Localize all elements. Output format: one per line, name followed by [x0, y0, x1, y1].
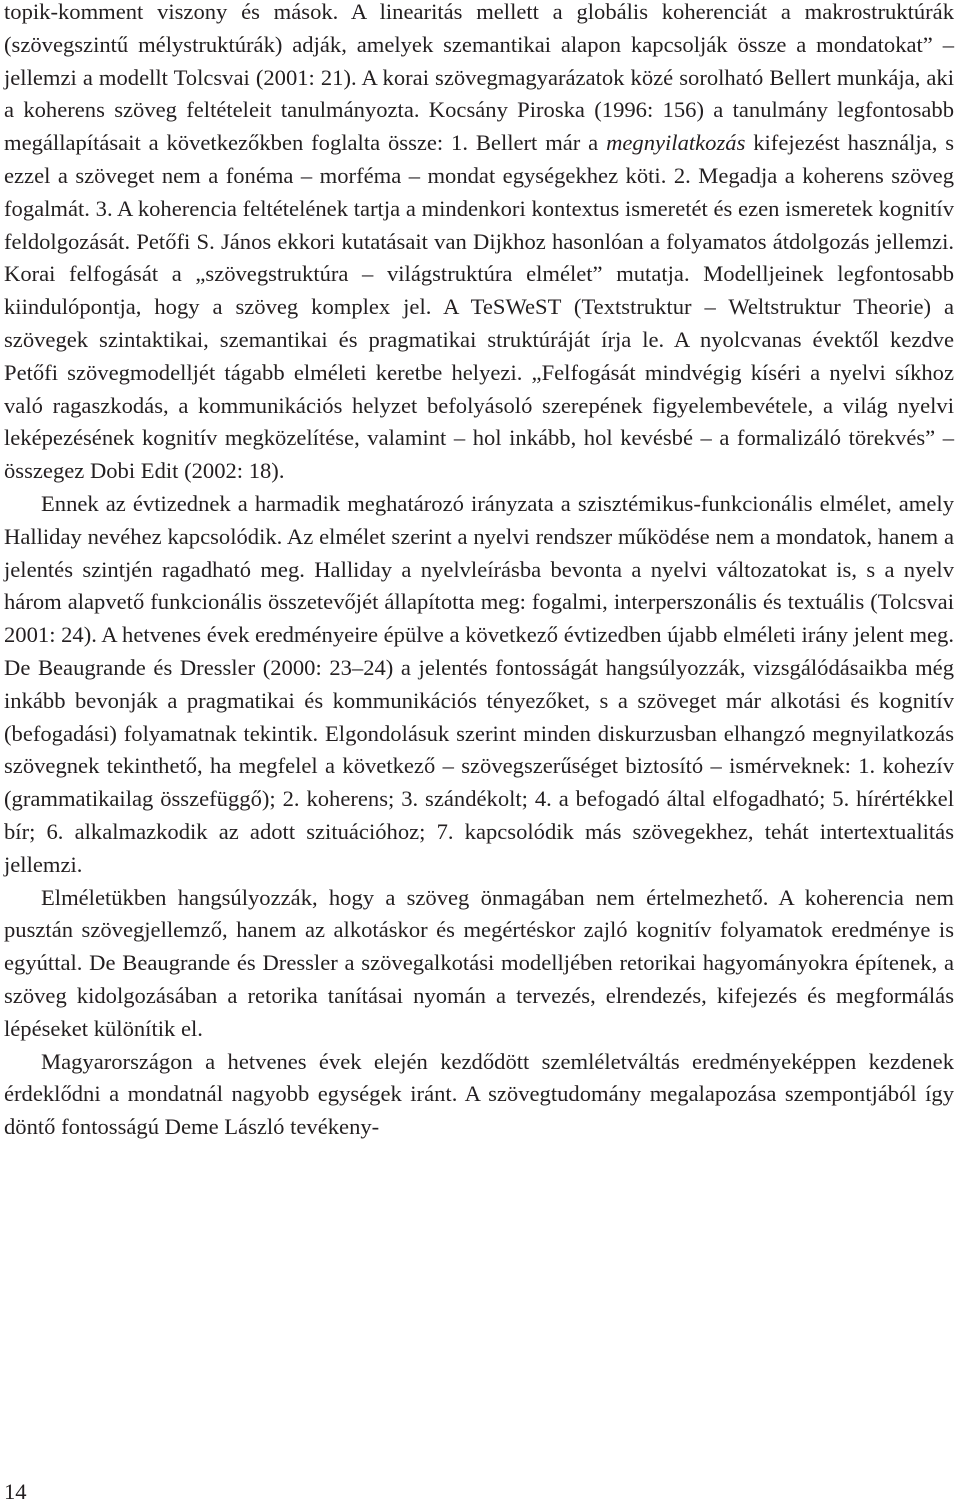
- paragraph: [4, 488, 954, 882]
- page-number: 14: [4, 1479, 27, 1504]
- italic-term: megnyilatkozás: [606, 130, 746, 156]
- text-run: Magyarországon a hetvenes évek elején kezdődött szemléletváltás eredményeképpen kezdenek érdeklődni a mondatnál nagyobb egységek iránt. A szövegtudomány megalapozása szempontjából így döntő fontosságú Deme László tevékeny-: [4, 1048, 954, 1140]
- body-text: [4, 0, 954, 1144]
- paragraph: [4, 1046, 954, 1144]
- paragraph: [4, 882, 954, 1046]
- text-run: Ennek az évtizednek a harmadik meghatározó irányzata a szisztémikus-funkcionális elmélet, amely Halliday nevéhez kapcsolódik. Az elmélet szerint a nyelvi rendszer működése nem a mondatok, hanem a jelentés szintjén ragadható meg. Halliday a nyelvleírásba bevonta a nyelvi változatokat is, s a nyelv három alapvető funkcionális összetevőjét állapította meg: fogalmi, interperszonális és textuális (Tolcsvai 2001: 24). A hetvenes évek eredményeire épülve a következő évtizedben újabb elméleti irány jelent meg. De Beaugrande és Dressler (2000: 23–24) a jelentés fontosságát hangsúlyozzák, vizsgálódásaikba még inkább bevonják a pragmatikai és kommunikációs tényezőket, s a szöveget már alkotási és kognitív (befogadási) folyamatnak tekintik. Elgondolásuk szerint minden diskurzusban elhangzó megnyilatkozás szövegnek tekinthető, ha megfelel a következő – szövegszerűséget biztosító – ismérveknek: 1. kohezív (grammatikailag összefüggő); 2. koherens; 3. szándékolt; 4. a befogadó által elfogadható; 5. hírértékkel bír; 6. alkalmazkodik az adott szituációhoz; 7. kapcsolódik más szövegekhez, tehát intertextualitás jellemzi.: [4, 490, 954, 877]
- paragraph: [4, 0, 954, 488]
- text-run: Elméletükben hangsúlyozzák, hogy a szöveg önmagában nem értelmezhető. A koherencia nem pusztán szövegjellemző, hanem az alkotáskor és megértéskor zajló kognitív folyamatok eredménye is egyúttal. De Beaugrande és Dressler a szövegalkotási modelljében retorikai hagyományokra építenek, a szöveg kidolgozásában a retorika tanításai nyomán a tervezés, elrendezés, kifejezés és megformálás lépéseket különítik el.: [4, 884, 954, 1041]
- text-run: topik-komment viszony és mások. A linearitás mellett a globális koherenciát a makrostruktúrák (szövegszintű mélystruktúrák) adják, amelyek szemantikai alapon kapcsolják össze a mondatokat” – jellemzi a modellt Tolcsvai (2001: 21). A korai szövegmagyarázatok közé sorolható Bellert munkája, aki a koherens szöveg feltételeit tanulmányozta. Kocsány Piroska (1996: 156) a tanulmány legfontosabb megállapításait a következőkben foglalta össze: 1. Bellert már a: [4, 0, 954, 156]
- text-run: kifejezést használja, s ezzel a szöveget nem a fonéma – morféma – mondat egységekhez köti. 2. Megadja a koherens szöveg fogalmát. 3. A koherencia feltételének tartja a mindenkori kontextus ismeretét és ezen ismeretek kognitív feldolgozását. Petőfi S. János ekkori kutatásait van Dijkhoz hasonlóan a folyamatos átdolgozás jellemzi. Korai felfogását a „szövegstruktúra – világstruktúra elmélet” mutatja. Modelljeinek legfontosabb kiindulópontja, hogy a szöveg komplex jel. A TeSWeST (Textstruktur – Weltstruktur Theorie) a szövegek szintaktikai, szemantikai és pragmatikai struktúráját írja le. A nyolcvanas évektől kezdve Petőfi szövegmodelljét tágabb elméleti keretbe helyezi. „Felfogását mindvégig kíséri a nyelvi síkhoz való ragaszkodás, a kommunikációs helyzet befolyásoló szerepének figyelembevétele, a világ nyelvi leképezésének kognitív megközelítése, valamint – hol inkább, hol kevésbé – a formalizáló törekvés” – összegez Dobi Edit (2002: 18).: [4, 130, 954, 484]
